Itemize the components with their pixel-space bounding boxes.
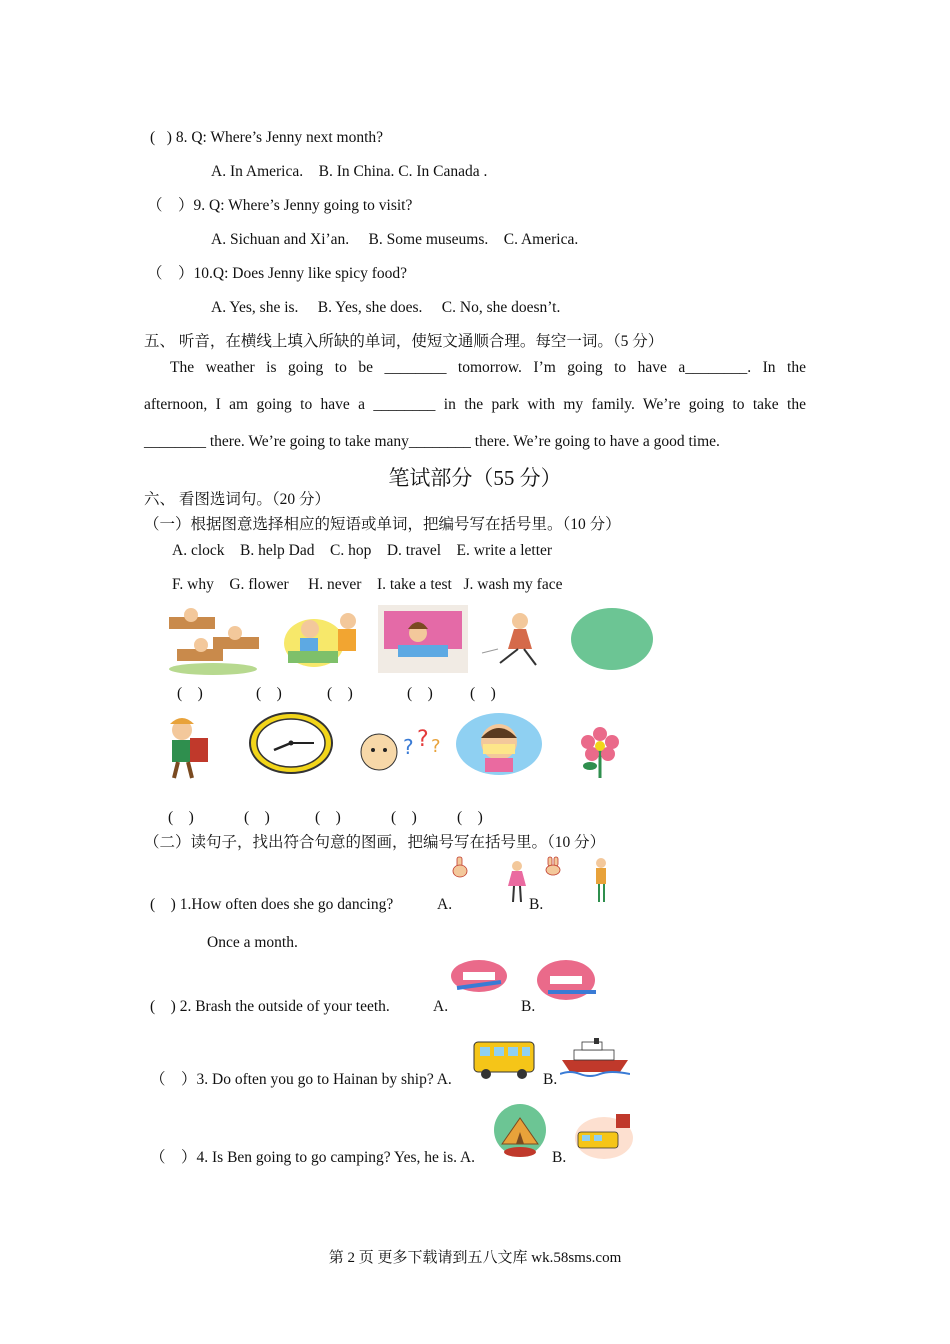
bracket-1: ( ) [177,685,203,702]
ship-picture [560,1036,630,1078]
flower-picture [572,724,628,780]
dancing-girl-a-picture [504,858,530,906]
boy-helps-dad-picture [280,607,368,673]
cloze-line-1: The weather is going to be ________ tomorrow. I’m going to have a________. In the [170,359,806,376]
green-oval-picture [570,607,654,671]
question-4-b: B. [552,1149,567,1166]
bracket-2: ( ) [256,685,282,702]
bus-picture [470,1036,538,1082]
part-2-heading: （二）读句子，找出符合句意的图画，把编号写在括号里。（10 分） [144,834,606,851]
bracket-7: ( ) [244,809,270,826]
clock-picture [246,710,336,776]
bracket-4: ( ) [407,685,433,702]
question-8: ( ) 8. Q: Where’s Jenny next month? [150,129,384,146]
options-row-2: F. why G. flower H. never I. take a test J. wash my face [172,576,563,593]
cloze-line-3: ________ there. We’re going to take many________ there. We’re going to have a good time. [144,433,720,450]
question-3-b: B. [543,1071,558,1088]
wash-face-picture [455,712,543,776]
one-finger-picture [450,856,470,878]
page-footer: 第 2 页 更多下载请到五八文库 wk.58sms.com [328,1250,622,1266]
teeth-brush-a-picture [449,958,509,996]
traveller-picture [150,712,226,782]
written-part-title: 笔试部分（55 分） [388,466,562,490]
girl-hopping-picture [478,609,558,671]
bus-trip-picture [572,1110,634,1160]
bracket-3: ( ) [327,685,353,702]
question-1-b: B. [529,896,544,913]
question-1: ( ) 1.How often does she go dancing? [150,896,394,913]
teeth-brush-b-picture [536,958,598,1004]
svg-text:?: ? [403,735,414,759]
question-3: （ ）3. Do often you go to Hainan by ship? A. [150,1071,452,1088]
question-9: （ ）9. Q: Where’s Jenny going to visit? [147,197,413,214]
two-fingers-picture [544,856,562,876]
bracket-5: ( ) [470,685,496,702]
question-8-options: A. In America. B. In China. C. In Canada . [211,163,488,180]
question-10: （ ）10.Q: Does Jenny like spicy food? [147,265,408,282]
bracket-10: ( ) [457,809,483,826]
question-9-options: A. Sichuan and Xi’an. B. Some museums. C. America. [211,231,579,248]
section-5-heading: 五、 听音，在横线上填入所缺的单词，使短文通顺合理。每空一词。（5 分） [144,333,664,350]
question-10-options: A. Yes, she is. B. Yes, she does. C. No, she doesn’t. [211,299,561,316]
question-2-a: A. [433,998,449,1015]
question-boy-picture [357,724,445,776]
question-1-a: A. [437,896,453,913]
svg-text:?: ? [417,727,429,752]
camping-picture [492,1104,550,1160]
question-1-answer: Once a month. [207,934,298,951]
section-6-heading: 六、 看图选词句。（20 分） [144,491,331,508]
question-4: （ ）4. Is Ben going to go camping? Yes, he is. A. [150,1149,476,1166]
dancing-girl-b-picture [590,856,612,906]
bracket-9: ( ) [391,809,417,826]
girl-writing-letter-picture [378,605,468,673]
students-test-picture [163,607,263,675]
part-1-heading: （一）根据图意选择相应的短语或单词，把编号写在括号里。（10 分） [144,516,621,533]
bracket-6: ( ) [168,809,194,826]
question-2: ( ) 2. Brash the outside of your teeth. [150,998,390,1015]
svg-text:?: ? [431,736,441,757]
options-row-1: A. clock B. help Dad C. hop D. travel E. write a letter [172,542,553,559]
cloze-line-2: afternoon, I am going to have a ________ in the park with my family. We’re going to take the [144,396,806,413]
question-2-b: B. [521,998,536,1015]
bracket-8: ( ) [315,809,341,826]
